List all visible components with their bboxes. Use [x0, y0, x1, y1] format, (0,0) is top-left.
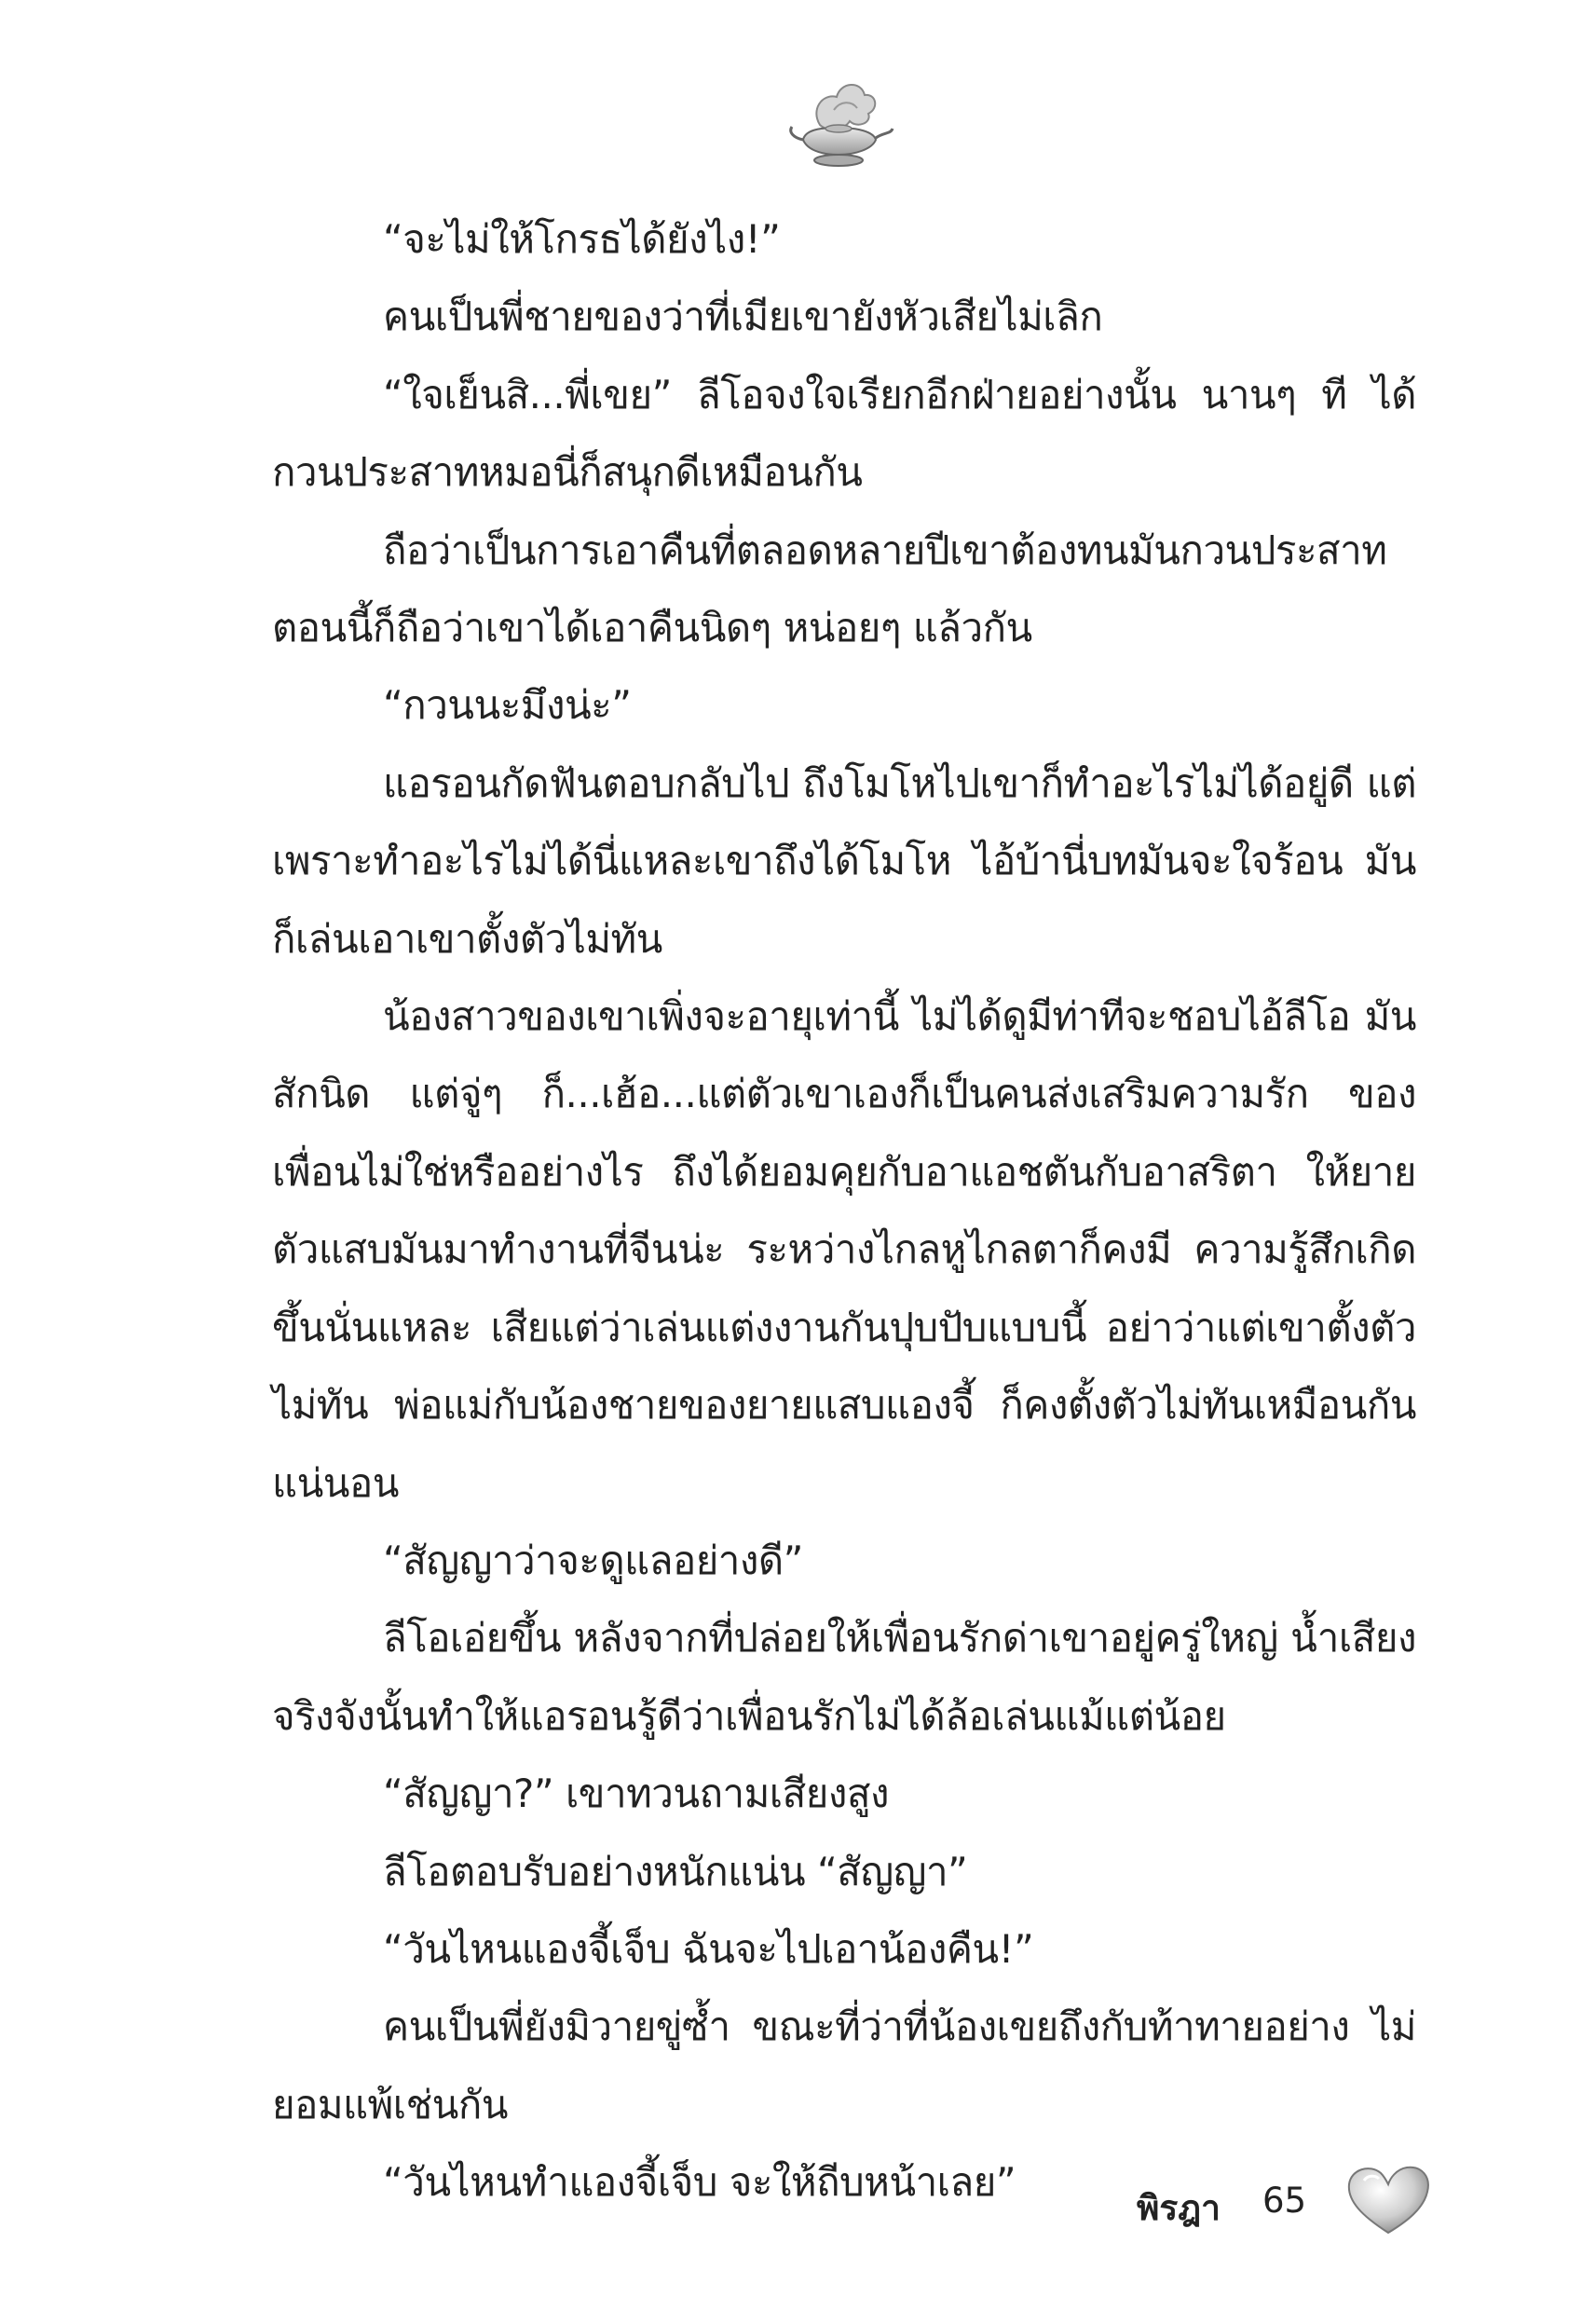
- paragraph: ลีโอเอ่ยขึ้น หลังจากที่ปล่อยให้เพื่อนรักด่าเขาอยู่ครู่ใหญ่ น้ำเสียงจริงจังนั้นทำให้แอรอนรู้ดีว่าเพื่อนรักไม่ได้ล้อเล่นแม้แต่น้อย: [272, 1615, 1416, 1739]
- paragraph: “วันไหนทำแองจี้เจ็บ จะให้ถีบหน้าเลย”: [383, 2159, 1016, 2206]
- magic-lamp-icon: [783, 73, 894, 175]
- paragraph: น้องสาวของเขาเพิ่งจะอายุเท่านี้ ไม่ได้ดูมีท่าทีจะชอบไอ้ลีโอ มันสักนิด แต่จู่ๆ ก็...เฮ้อ...แต่ตัวเขาเองก็เป็นคนส่งเสริมความรัก ของเพื่อนไม่ใช่หรืออย่างไร ถึงได้ยอมคุยกับอาแอชตันกับอาสริตา ให้ยายตัวแสบมันมาทำงานที่จีนน่ะ ระหว่างไกลหูไกลตาก็คงมี ความรู้สึกเกิดขึ้นนั่นแหละ เสียแต่ว่าเล่นแต่งงานกันปุบปับแบบนี้ อย่าว่าแต่เขาตั้งตัวไม่ทัน พ่อแม่กับน้องชายของยายแสบแองจี้ ก็คงตั้งตัวไม่ทันเหมือนกันแน่นอน: [272, 993, 1416, 1506]
- paragraph: แอรอนกัดฟันตอบกลับไป ถึงโมโหไปเขาก็ทำอะไรไม่ได้อยู่ดี แต่เพราะทำอะไรไม่ได้นี่แหละเขาถึงได้โมโห ไอ้บ้านี่บทมันจะใจร้อน มันก็เล่นเอาเขาตั้งตัวไม่ทัน: [272, 759, 1416, 962]
- paragraph: คนเป็นพี่ยังมิวายขู่ซ้ำ ขณะที่ว่าที่น้องเขยถึงกับท้าทายอย่าง ไม่ยอมแพ้เช่นกัน: [272, 2003, 1416, 2127]
- paragraph: “ใจเย็นสิ...พี่เขย” ลีโอจงใจเรียกอีกฝ่ายอย่างนั้น นานๆ ที ได้กวนประสาทหมอนี่ก็สนุกดีเหมือนกัน: [272, 371, 1416, 496]
- heart-emblem-icon: [1342, 2160, 1435, 2236]
- paragraph: คนเป็นพี่ชายของว่าที่เมียเขายังหัวเสียไม่เลิก: [383, 294, 1103, 340]
- paragraph: ถือว่าเป็นการเอาคืนที่ตลอดหลายปีเขาต้องทนมันกวนประสาท ตอนนี้ก็ถือว่าเขาได้เอาคืนนิดๆ หน่อยๆ แล้วกัน: [272, 526, 1387, 651]
- chapter-body: [272, 200, 1416, 2222]
- paragraph: “สัญญา?” เขาทวนถามเสียงสูง: [383, 1771, 890, 1817]
- page-footer: [1099, 2158, 1444, 2242]
- page-number: 65: [1262, 2181, 1307, 2221]
- author-name: พิรฎา: [1137, 2188, 1221, 2228]
- paragraph: ลีโอตอบรับอย่างหนักแน่น “สัญญา”: [383, 1848, 968, 1894]
- paragraph: “สัญญาว่าจะดูแลอย่างดี”: [383, 1537, 803, 1583]
- paragraph: “จะไม่ให้โกรธได้ยังไง!”: [383, 216, 781, 262]
- paragraph: “วันไหนแองจี้เจ็บ ฉันจะไปเอาน้องคืน!”: [383, 1925, 1034, 1972]
- paragraph: “กวนนะมึงน่ะ”: [383, 682, 632, 729]
